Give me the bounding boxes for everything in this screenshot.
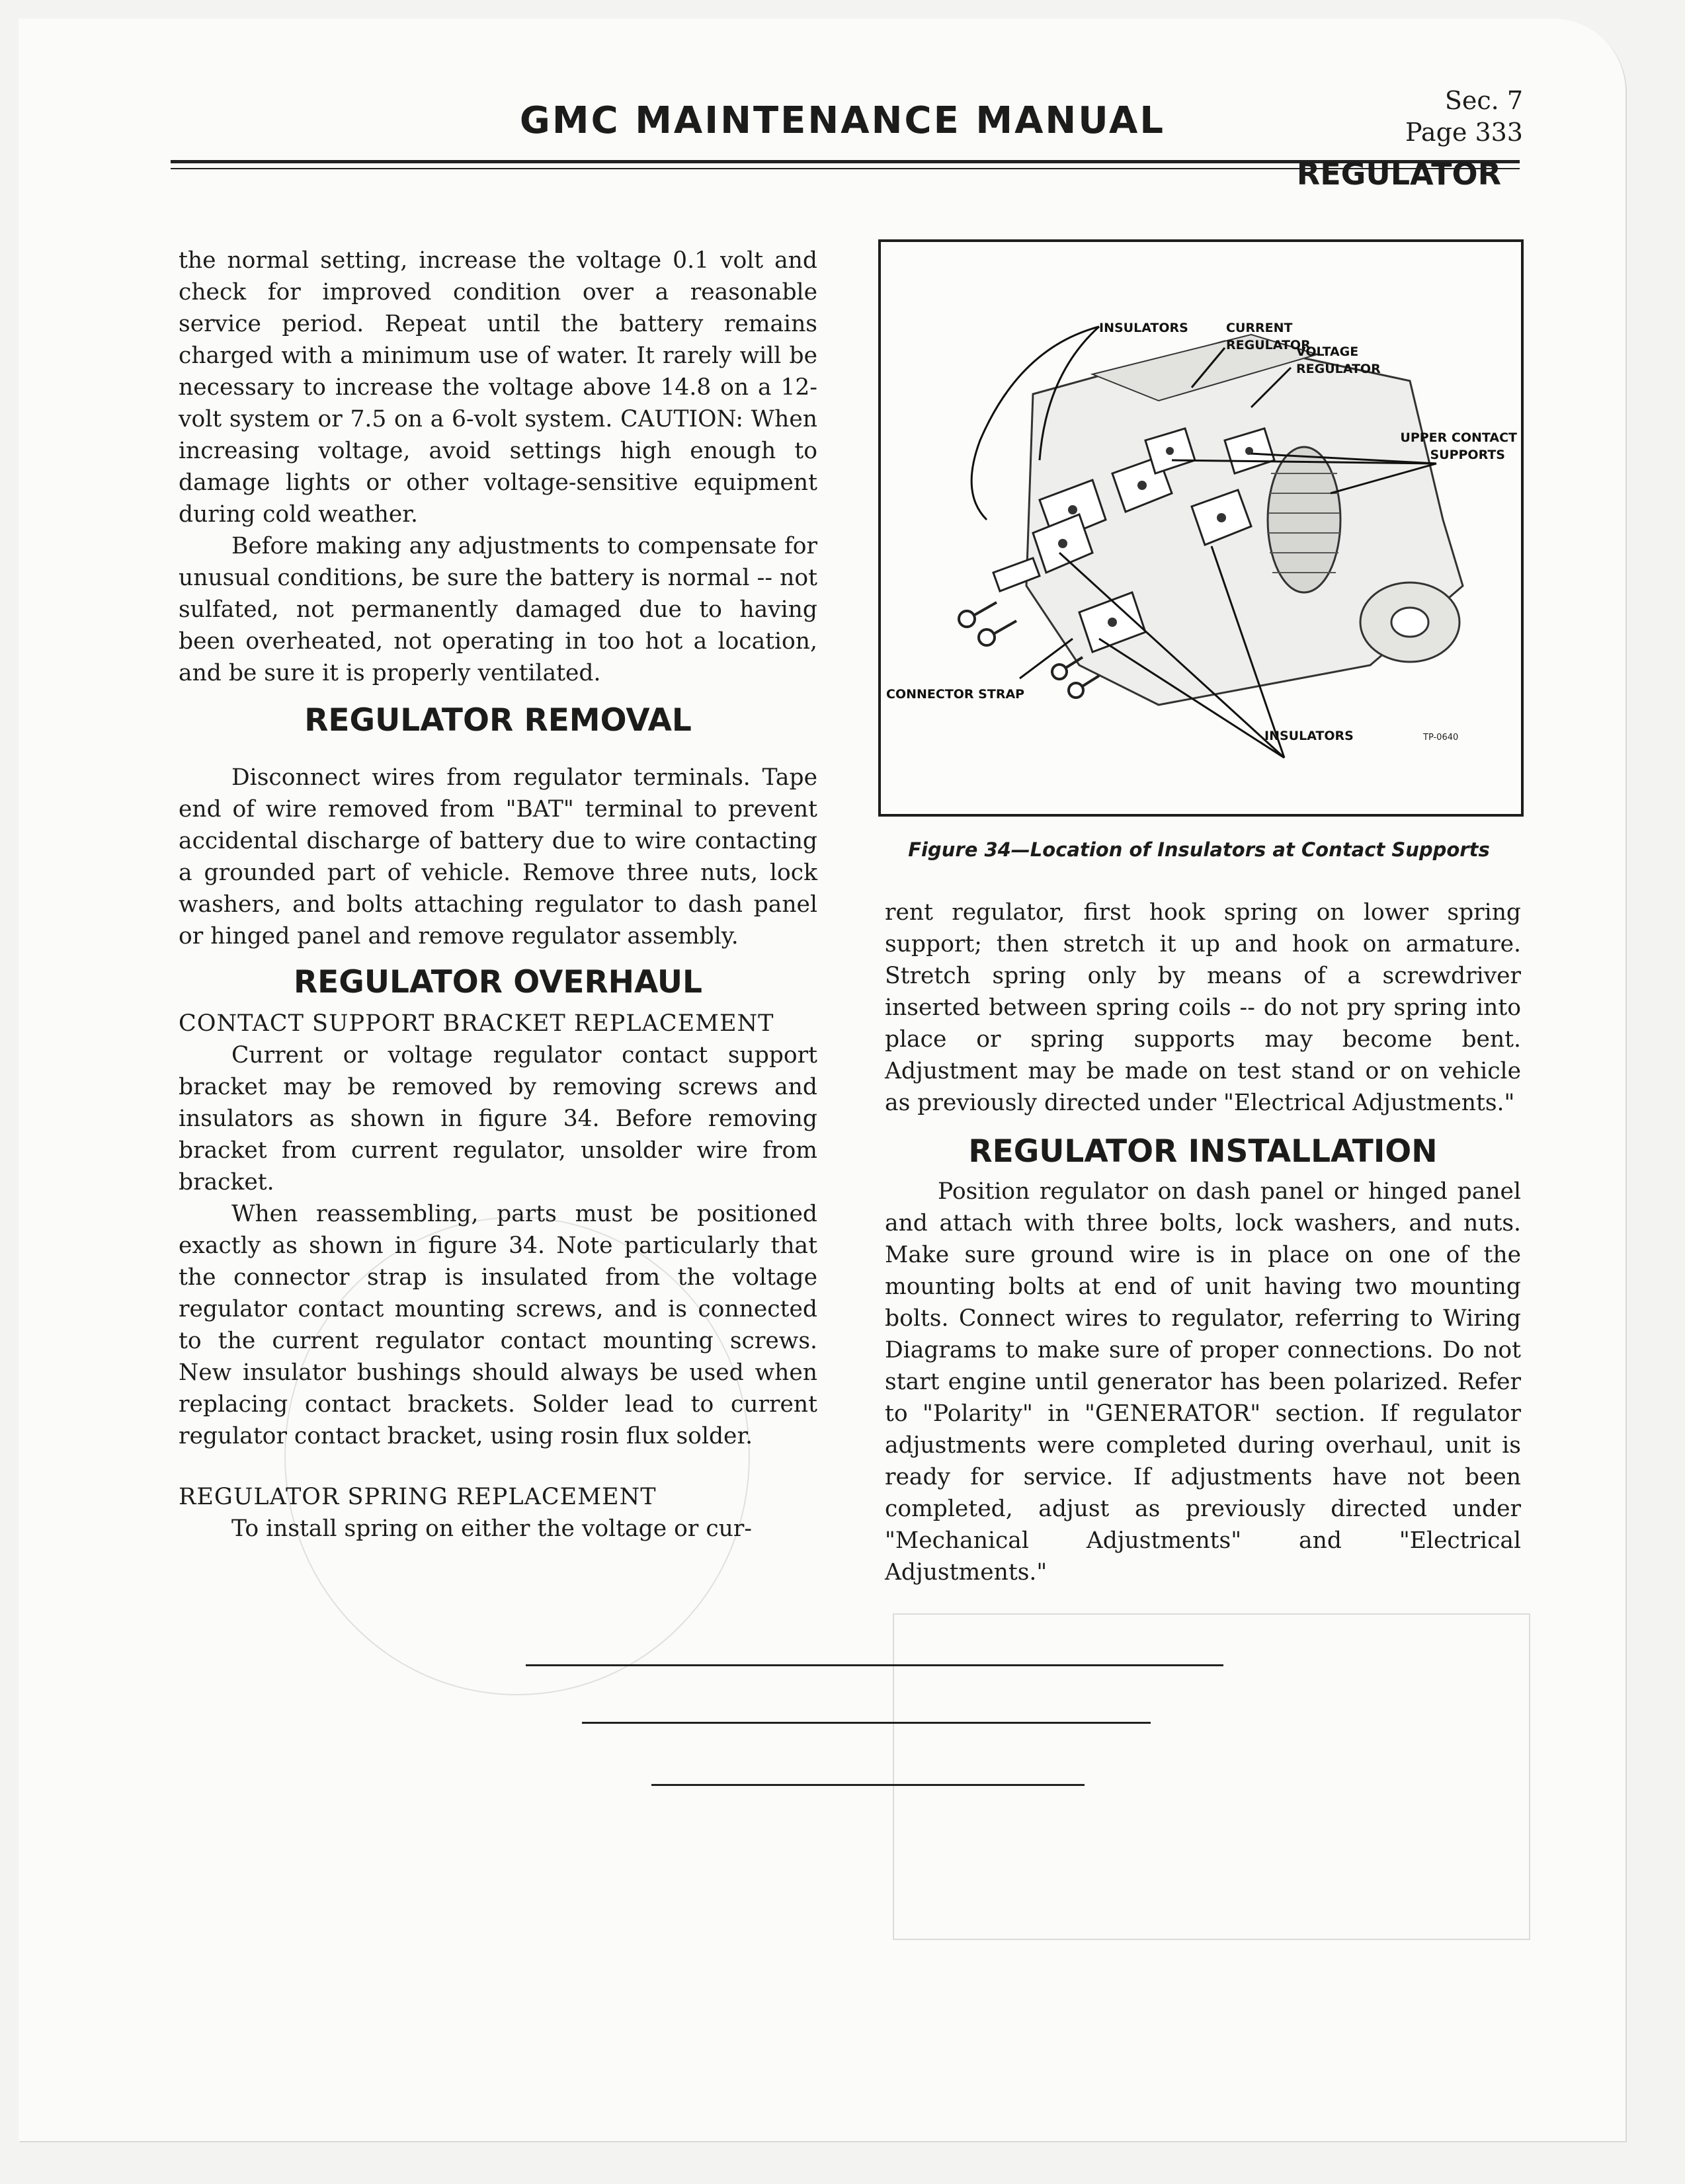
heading-regulator-overhaul: REGULATOR OVERHAUL <box>293 964 703 1000</box>
paragraph: To install spring on either the voltage or cur- <box>231 1516 753 1542</box>
figure-34 <box>878 239 1524 817</box>
paragraph: Disconnect wires from regulator terminals. Tape end of wire removed from "BAT" terminal to prevent accidental discharge of battery due to wire contacting a grounded part of vehicle. Remove three nuts, lock washers, and bolts attaching regulator to dash panel or hinged panel and remove regulator assembly. <box>179 764 817 950</box>
label-regulator: REGULATOR <box>1226 338 1311 352</box>
label-insulators-bottom: INSULATORS <box>1264 729 1354 743</box>
label-figure-code: TP-0640 <box>1423 733 1459 743</box>
figure-caption: Figure 34—Location of Insulators at Contact Supports <box>908 838 1490 861</box>
section-title: REGULATOR <box>1296 156 1501 192</box>
label-connector-strap: CONNECTOR STRAP <box>886 687 1025 702</box>
section-number: Sec. 7 <box>1444 86 1523 115</box>
paragraph: Position regulator on dash panel or hinged panel and attach with three bolts, lock washers, and nuts. Make sure ground wire is in place on one of the mounting bolts at end of unit having two mounting bolts. Connect wires to regulator, referring to Wiring Diagrams to make sure of proper connections. Do not start engine until generator has been polarized. Refer to "Polarity" in "GENERATOR" section. If regulator adjustments were completed during overhaul, unit is ready for service. If adjustments have not been completed, adjust as previously directed under "Mechanical Adjustments" and "Electrical Adjustments." <box>885 1178 1521 1586</box>
heading-regulator-removal: REGULATOR REMOVAL <box>304 702 692 739</box>
label-current: CURRENT <box>1226 321 1293 335</box>
heading-regulator-installation: REGULATOR INSTALLATION <box>968 1133 1438 1170</box>
paragraph: rent regulator, first hook spring on lower spring support; then stretch it up and hook on armature. Stretch spring only by means of a screwdriver inserted between spring coils -- do not pry spring into place or spring supports may become bent. Adjustment may be made on test stand or on vehicle as previously directed under "Electrical Adjustments." <box>885 899 1521 1116</box>
page-number: Page 333 <box>1405 118 1523 147</box>
end-rule-2 <box>582 1722 1151 1724</box>
label-upper-contact: UPPER CONTACT <box>1400 430 1517 445</box>
label-voltage: VOLTAGE <box>1296 344 1359 359</box>
paragraph: Before making any adjustments to compensate for unusual conditions, be sure the battery is normal -- not sulfated, not permanently damaged due to having been overheated, not operating in too hot a location, and be sure it is properly ventilated. <box>179 533 817 686</box>
paragraph: When reassembling, parts must be positioned exactly as shown in figure 34. Note particularly that the connector strap is insulated from the voltage regulator contact mounting screws, and is connected to the current regulator contact mounting screws. New insulator bushings should always be used when replacing contact brackets. Solder lead to current regulator contact bracket, using rosin flux solder. <box>179 1201 817 1449</box>
manual-title: GMC MAINTENANCE MANUAL <box>519 99 1166 142</box>
paragraph: the normal setting, increase the voltage 0.1 volt and check for improved condition over a reasonable service period. Repeat until the battery remains charged with a minimum use of water. It rarely will be necessary to increase the voltage above 14.8 on a 12-volt system or 7.5 on a 6-volt system. CAUTION: When increasing voltage, avoid settings high enough to damage lights or other voltage-sensitive equipment during cold weather. <box>179 247 817 528</box>
label-regulator-2: REGULATOR <box>1296 362 1381 376</box>
subheading-spring-replacement: REGULATOR SPRING REPLACEMENT <box>179 1484 657 1510</box>
subheading-contact-support: CONTACT SUPPORT BRACKET REPLACEMENT <box>179 1010 774 1037</box>
left-column <box>179 245 817 1545</box>
paragraph: Current or voltage regulator contact support bracket may be removed by removing screws and insulators as shown in figure 34. Before removing bracket from current regulator, unsolder wire from bracket. <box>179 1042 817 1195</box>
regulator-illustration <box>881 242 1521 814</box>
label-supports: SUPPORTS <box>1430 448 1505 462</box>
end-rule-3 <box>651 1784 1085 1786</box>
bleed-through-figure <box>893 1613 1530 1940</box>
right-column <box>885 897 1521 1588</box>
section-page-number <box>1405 85 1523 148</box>
end-rule-1 <box>526 1664 1223 1666</box>
label-insulators-top: INSULATORS <box>1099 321 1188 335</box>
